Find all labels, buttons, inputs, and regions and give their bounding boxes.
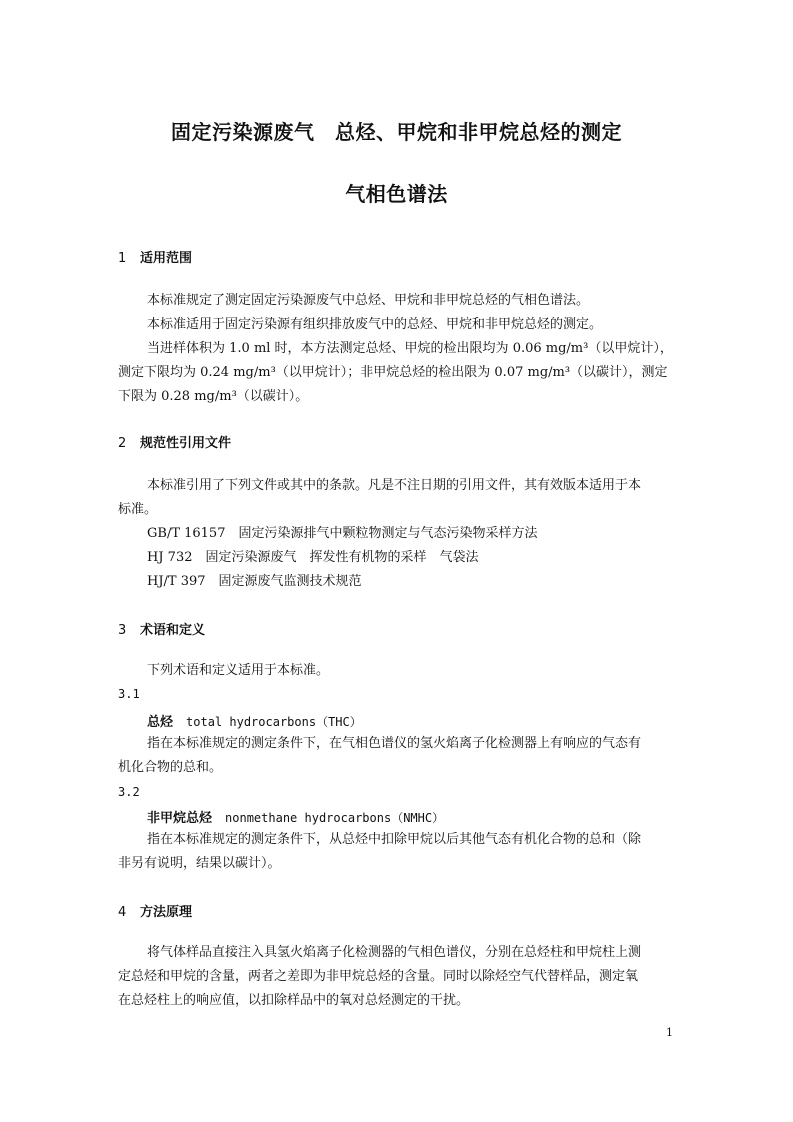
term-number: 3.1: [118, 687, 140, 701]
paragraph-line: 定总烃和甲烷的含量，两者之差即为非甲烷总烃的含量。同时以除烃空气代替样品，测定氧: [118, 969, 639, 984]
term-chinese: 总烃: [147, 715, 174, 730]
paragraph: 下列术语和定义适用于本标准。: [147, 663, 330, 678]
page-number: 1: [666, 1026, 673, 1039]
section-title: 适用范围: [140, 251, 193, 266]
term-number: 3.2: [118, 785, 140, 799]
term-english: total hydrocarbons（THC）: [186, 715, 362, 729]
section-number: 3: [118, 623, 127, 638]
reference-item: HJ/T 397 固定源废气监测技术规范: [147, 574, 362, 589]
document-subtitle: 气相色谱法: [345, 182, 448, 206]
definition-line: 非另有说明，结果以碳计）。: [118, 856, 281, 871]
term-english: nonmethane hydrocarbons（NMHC）: [225, 811, 445, 825]
term-entry: [147, 807, 444, 826]
reference-item: HJ 732 固定污染源废气 挥发性有机物的采样 气袋法: [147, 550, 479, 565]
section-title: 术语和定义: [140, 623, 206, 638]
paragraph: 本标准规定了测定固定污染源废气中总烃、甲烷和非甲烷总烃的气相色谱法。: [147, 293, 590, 308]
section-heading-2: [118, 432, 231, 451]
section-title: 规范性引用文件: [140, 436, 232, 451]
definition-line: 指在本标准规定的测定条件下，从总烃中扣除甲烷以后其他气态有机化合物的总和（除: [147, 832, 642, 847]
definition-line: 机化合物的总和。: [118, 760, 223, 775]
section-number: 2: [118, 436, 127, 451]
document-title: 固定污染源废气 总烃、甲烷和非甲烷总烃的测定: [171, 120, 622, 144]
reference-item: GB/T 16157 固定污染源排气中颗粒物测定与气态污染物采样方法: [147, 526, 538, 541]
definition-line: 指在本标准规定的测定条件下，在气相色谱仪的氢火焰离子化检测器上有响应的气态有: [147, 736, 642, 751]
section-number: 1: [118, 251, 127, 266]
term-chinese: 非甲烷总烃: [147, 811, 213, 826]
section-heading-3: [118, 619, 205, 638]
section-heading-1: [118, 247, 192, 266]
section-number: 4: [118, 905, 127, 920]
paragraph-line: 当进样体积为 1.0 ml 时，本方法测定总烃、甲烷的检出限均为 0.06 mg/m³（以甲烷计），: [147, 341, 673, 356]
paragraph-line: 标准。: [118, 502, 158, 517]
paragraph: 本标准适用于固定污染源有组织排放废气中的总烃、甲烷和非甲烷总烃的测定。: [147, 317, 603, 332]
paragraph-line: 将气体样品直接注入具氢火焰离子化检测器的气相色谱仪，分别在总烃柱和甲烷柱上测: [147, 945, 642, 960]
term-entry: [147, 711, 362, 730]
paragraph-line: 测定下限均为 0.24 mg/m³（以甲烷计）；非甲烷总烃的检出限为 0.07 mg/m³（以碳计），测定: [118, 365, 668, 380]
paragraph-line: 本标准引用了下列文件或其中的条款。凡是不注日期的引用文件，其有效版本适用于本: [147, 478, 642, 493]
section-title: 方法原理: [140, 905, 193, 920]
paragraph-line: 在总烃柱上的响应值，以扣除样品中的氧对总烃测定的干扰。: [118, 993, 470, 1008]
paragraph-line: 下限为 0.28 mg/m³（以碳计）。: [118, 389, 309, 404]
section-heading-4: [118, 901, 192, 920]
